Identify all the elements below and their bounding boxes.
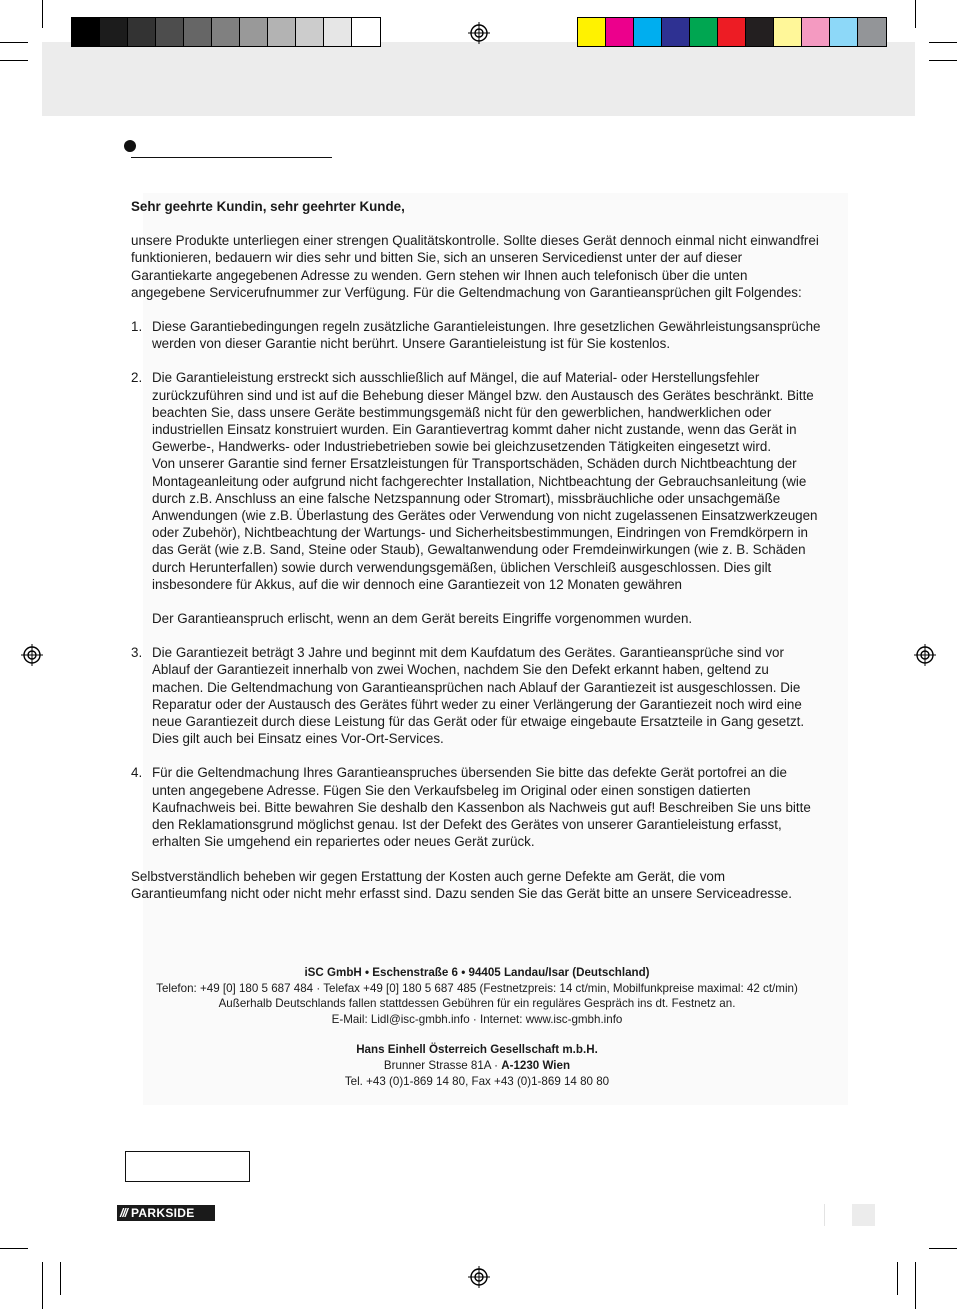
language-bullet-icon	[124, 140, 136, 152]
crop-mark	[897, 1262, 898, 1295]
crop-mark	[929, 1248, 957, 1249]
crop-mark	[42, 1262, 43, 1309]
registration-mark-icon	[21, 644, 43, 666]
crop-mark	[929, 60, 957, 61]
crop-mark	[0, 60, 28, 61]
color-swatch	[324, 18, 352, 46]
color-swatch	[72, 18, 100, 46]
list-item	[131, 644, 823, 747]
warranty-conditions-list	[131, 318, 823, 850]
list-item-text: Von unserer Garantie sind ferner Ersatzleistungen für Transportschäden, Schäden durch Nichtbeachtung der Montageanleitung oder aufgrund nicht fachgerechter Installation, Nichtbeachtung der Gebrauchsanleitung (wie durch z.B. Anschluss an eine falsche Netzspannung oder Stromart), missbräuchliche oder unsachgemäße Anwendungen (wie z.B. Überlastung des Gerätes oder Verwendung von nicht zugelassenen Einsatzwerkzeugen oder Zubehör), Nichtbeachtung der Wartungs- und Sicherheitsbestimmungen, Eindringen von Fremdkörpern in das Gerät (wie z.B. Sand, Steine oder Staub), Gewaltanwendung oder Fremdeinwirkungen (wie z. B. Schäden durch Herunterfallen) sowie durch verwendungsgemäßen, üblichen Verschleiß ausgeschlossen. Dies gilt insbesondere für Akkus, auf die wir dennoch eine Garantiezeit von 12 Monaten gewähren	[152, 456, 818, 592]
color-swatch	[718, 18, 746, 46]
company-at: Hans Einhell Österreich Gesellschaft m.b.H.	[356, 1043, 598, 1057]
color-swatch	[100, 18, 128, 46]
page-number-box	[852, 1204, 875, 1226]
crop-mark	[0, 1248, 28, 1249]
email-de: E-Mail: Lidl@isc-gmbh.info · Internet: www.isc-gmbh.info	[331, 1012, 623, 1026]
crop-mark	[0, 42, 28, 43]
article-number-box	[125, 1151, 250, 1182]
list-number: 3.	[131, 645, 143, 661]
crop-mark	[42, 0, 43, 28]
color-swatch	[184, 18, 212, 46]
crop-mark	[915, 0, 916, 28]
color-swatch	[240, 18, 268, 46]
color-swatch	[774, 18, 802, 46]
phone-note-de: Außerhalb Deutschlands fallen stattdessen Gebühren für ein reguläres Gespräch ins dt. Festnetz an.	[218, 997, 736, 1011]
color-swatch	[634, 18, 662, 46]
intro-paragraph: unsere Produkte unterliegen einer strengen Qualitätskontrolle. Sollte dieses Gerät dennoch einmal nicht einwandfrei funktionieren, bedauern wir dies sehr und bitten Sie, sich an unseren Servicedienst unter der auf dieser Garantiekarte angegebenen Adresse zu wenden. Gern stehen wir Ihnen auch telefonisch über die unten angegebene Servicerufnummer zur Verfügung. Für die Geltendmachung von Garantieansprüchen gilt Folgendes:	[131, 233, 819, 300]
list-item-text: Die Garantieleistung erstreckt sich ausschließlich auf Mängel, die auf Material- oder Herstellungsfehler zurückzuführen sind und ist auf die Behebung dieser Mängel bzw. den Austausch des Gerätes beschränkt. Bitte beachten Sie, dass unsere Geräte bestimmungsgemäß nicht für den gewerblichen, handwerklichen oder industriellen Einsatz konstruiert wurden. Ein Garantievertrag kommt daher nicht zustande, wenn das Gerät in Gewerbe-, Handwerks- oder Industriebetrieben sowie bei gleichzusetzenden Tätigkeiten eingesetzt wird.	[152, 370, 814, 455]
header-band	[42, 42, 915, 116]
phone-at: Tel. +43 (0)1-869 14 80, Fax +43 (0)1-869 14 80 80	[344, 1074, 610, 1088]
list-item	[131, 369, 823, 627]
greeting: Sehr geehrte Kundin, sehr geehrter Kunde,	[131, 199, 405, 214]
list-item-text: Der Garantieanspruch erlischt, wenn an dem Gerät bereits Eingriffe vorgenommen wurden.	[152, 611, 693, 627]
list-item-text: Die Garantiezeit beträgt 3 Jahre und beginnt mit dem Kaufdatum des Gerätes. Garantieansprüche sind vor Ablauf der Garantiezeit innerhalb von zwei Wochen, nachdem Sie den Defekt erkannt haben, geltend zu machen. Die Geltendmachung von Garantieansprüchen nach Ablauf der Garantiezeit ist ausgeschlossen. Die Reparatur oder der Austausch des Gerätes führt weder zu einer Verlängerung der Garantiezeit noch wird eine neue Garantiezeit durch diese Leistung für das Gerät oder für etwaige eingebaute Ersatzteile in Gang gesetzt. Dies gilt auch bei Einsatz eines Vor-Ort-Services.	[152, 645, 805, 747]
list-number: 1.	[131, 319, 143, 335]
street-at: Brunner Strasse 81A · A-1230 Wien	[383, 1058, 571, 1072]
color-swatch	[578, 18, 606, 46]
color-swatch	[128, 18, 156, 46]
company-de: iSC GmbH • Eschenstraße 6 • 94405 Landau/Isar (Deutschland)	[304, 966, 650, 979]
color-swatch	[352, 18, 380, 46]
color-swatch	[662, 18, 690, 46]
crop-mark	[60, 1262, 61, 1295]
crop-mark	[929, 42, 957, 43]
list-item-text: Für die Geltendmachung Ihres Garantieanspruches übersenden Sie bitte das defekte Gerät portofrei an die unten angegebene Adresse. Fügen Sie den Verkaufsbeleg im Original oder einen sonstigen datierten Kaufnachweis bei. Bitte bewahren Sie deshalb den Kassenbon als Nachweis gut auf! Beschreiben Sie uns bitte den Reklamationsgrund möglichst genau. Ist der Defekt des Gerätes von unserer Garantieleistung erfasst, erhalten Sie umgehend ein repariertes oder neues Gerät zurück.	[152, 765, 811, 850]
registration-mark-icon	[468, 22, 490, 44]
header-rule	[131, 157, 332, 158]
warranty-text	[131, 198, 823, 902]
list-item-text: Diese Garantiebedingungen regeln zusätzliche Garantieleistungen. Ihre gesetzlichen Gewährleistungsansprüche werden von dieser Garantie nicht berührt. Unsere Garantieleistung ist für Sie kostenlos.	[152, 319, 821, 352]
color-swatch	[830, 18, 858, 46]
color-swatch	[606, 18, 634, 46]
city-at: A-1230 Wien	[501, 1058, 571, 1072]
color-swatch	[296, 18, 324, 46]
closing-paragraph: Selbstverständlich beheben wir gegen Erstattung der Kosten auch gerne Defekte am Gerät, die vom Garantieumfang nicht oder nicht mehr erfasst sind. Dazu senden Sie das Gerät bitte an unsere Serviceadresse.	[131, 868, 792, 901]
registration-mark-icon	[468, 1266, 490, 1288]
list-item	[131, 764, 823, 850]
parkside-logo: /// PARKSIDE	[117, 1205, 215, 1221]
color-swatch	[156, 18, 184, 46]
page-number-divider	[824, 1204, 825, 1226]
color-swatch	[212, 18, 240, 46]
list-item	[131, 318, 823, 352]
crop-mark	[915, 1262, 916, 1309]
color-swatch	[858, 18, 886, 46]
service-address-block	[131, 965, 823, 1089]
grayscale-color-bar	[71, 17, 381, 47]
color-swatch	[802, 18, 830, 46]
process-color-bar	[577, 17, 887, 47]
registration-mark-icon	[914, 644, 936, 666]
color-swatch	[746, 18, 774, 46]
list-number: 2.	[131, 370, 143, 386]
phone-de: Telefon: +49 [0] 180 5 687 484 · Telefax +49 [0] 180 5 687 485 (Festnetzpreis: 14 ct/min, Mobilfunkpreise maximal: 42 ct/min)	[156, 981, 798, 995]
color-swatch	[690, 18, 718, 46]
list-number: 4.	[131, 765, 143, 781]
color-swatch	[268, 18, 296, 46]
